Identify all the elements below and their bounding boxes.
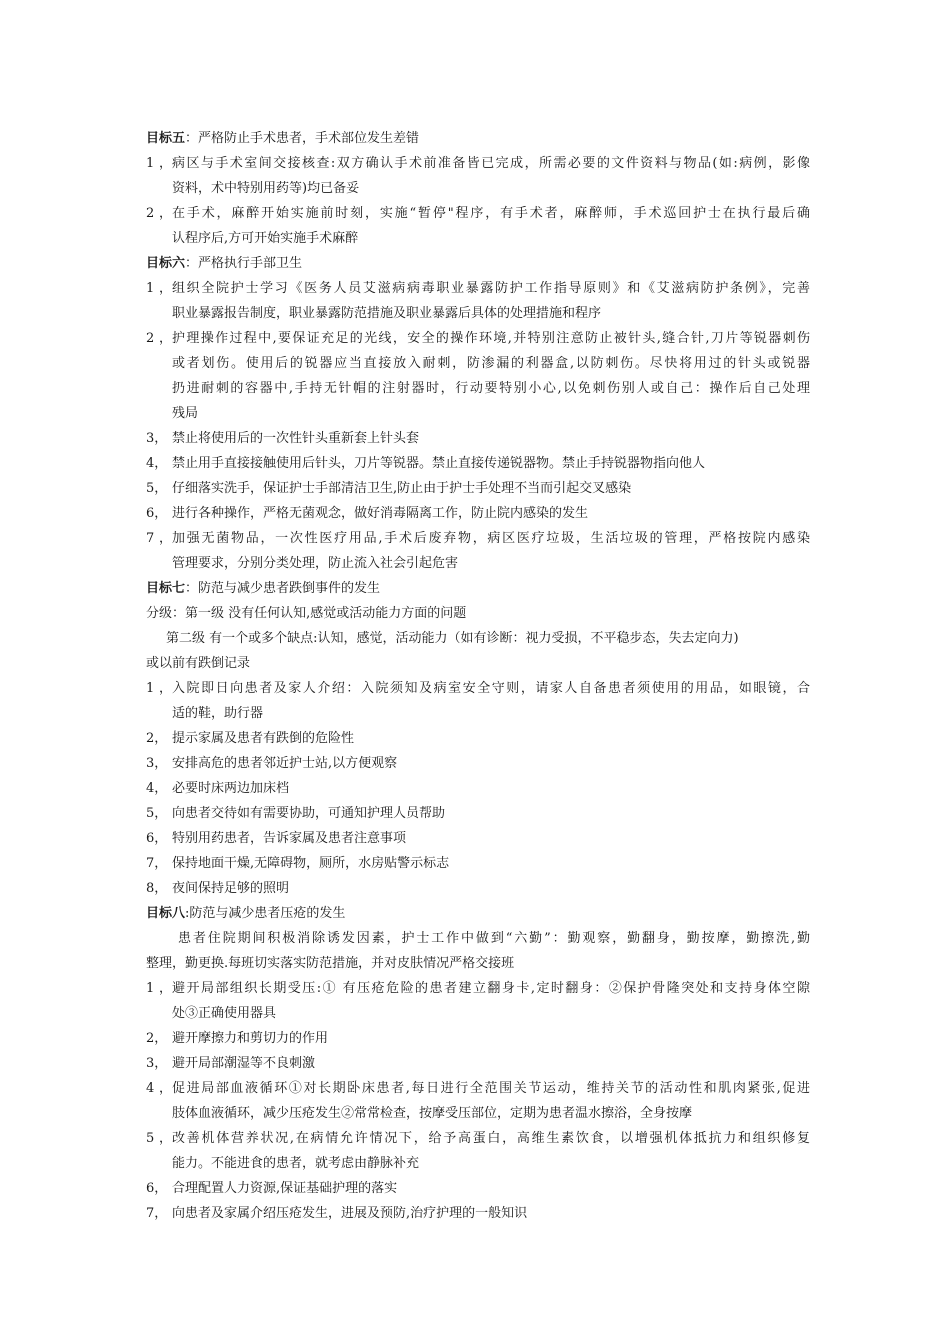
list-item (146, 451, 810, 476)
item-number: 5， (146, 481, 168, 496)
item-text: 组织全院护士学习《医务人员艾滋病病毒职业暴露防护工作指导原则》和《艾滋病防护条例》，完善 (172, 281, 810, 296)
item-number: 3， (146, 1056, 168, 1071)
intro-paragraph-line: 患者住院期间积极消除诱发因素，护士工作中做到“六勤”：勤观察，勤翻身，勤按摩，勤擦洗,勤 (178, 931, 810, 946)
item-text: 安排高危的患者邻近护士站,以方便观察 (172, 756, 398, 771)
item-text: 禁止用手直接接触使用后针头，刀片等锐器。禁止直接传递锐器物。禁止手持锐器物指向他人 (172, 456, 706, 471)
item-number: 6， (146, 831, 168, 846)
heading-text: ：严格执行手部卫生 (185, 256, 303, 271)
heading-label: 目标八 (146, 906, 186, 921)
list-item (146, 876, 810, 901)
item-text: 在手术，麻醉开始实施前时刻，实施“暂停"程序，有手术者，麻醉师，手术巡回护士在执行最后确 (172, 206, 810, 221)
item-text: 合理配置人力资源,保证基础护理的落实 (172, 1181, 398, 1196)
item-text: 促进局部血液循环①对长期卧床患者,每日进行全范围关节运动，维持关节的活动性和肌肉紧张,促进 (172, 1081, 810, 1096)
item-text: 仔细落实洗手，保证护士手部清洁卫生,防止由于护士手处理不当而引起交叉感染 (172, 481, 632, 496)
item-number: 1， (146, 681, 172, 696)
item-text: 病区与手术室间交接核查:双方确认手术前准备皆已完成，所需必要的文件资料与物品(如:病例，影像 (172, 156, 810, 171)
item-text: 提示家属及患者有跌倒的危险性 (172, 731, 355, 746)
list-item (146, 676, 810, 701)
list-item (146, 826, 810, 851)
heading-text: ：严格防止手术患者，手术部位发生差错 (185, 131, 420, 146)
item-text: 向患者交待如有需要协助，可通知护理人员帮助 (172, 806, 446, 821)
list-item (146, 751, 810, 776)
list-item-continuation: 管理要求，分别分类处理，防止流入社会引起危害 (172, 556, 459, 571)
list-item (146, 801, 810, 826)
heading-label: 目标七 (146, 581, 186, 596)
item-text: 必要时床两边加床档 (172, 781, 290, 796)
item-text: 向患者及家属介绍压疮发生，进展及预防,治疗护理的一般知识 (172, 1206, 528, 1221)
item-number: 7， (146, 856, 168, 871)
list-item (146, 1051, 810, 1076)
list-item-continuation: 适的鞋，助行器 (172, 706, 264, 721)
list-item (146, 976, 810, 1001)
item-number: 1， (146, 281, 172, 296)
item-number: 2， (146, 731, 168, 746)
item-text: 避开摩擦力和剪切力的作用 (172, 1031, 329, 1046)
item-number: 6， (146, 1181, 168, 1196)
list-item (146, 776, 810, 801)
heading-label: 目标六 (146, 256, 186, 271)
list-item (146, 1176, 810, 1201)
item-text: 改善机体营养状况,在病情允许情况下，给予高蛋白，高维生素饮食，以增强机体抵抗力和组织修复 (172, 1131, 810, 1146)
item-number: 3， (146, 756, 168, 771)
list-item-continuation: 能力。不能进食的患者，就考虑由静脉补充 (172, 1156, 420, 1171)
item-number: 3， (146, 431, 168, 446)
list-item (146, 151, 810, 176)
list-item-continuation: 处③正确使用器具 (172, 1006, 277, 1021)
item-number: 8， (146, 881, 168, 896)
item-number: 5， (146, 1131, 172, 1146)
list-item-continuation: 残局 (172, 406, 199, 421)
list-item (146, 726, 810, 751)
list-item (146, 1076, 810, 1101)
item-text: 避开局部潮湿等不良刺激 (172, 1056, 316, 1071)
list-item (146, 851, 810, 876)
list-item (146, 526, 810, 551)
item-number: 1， (146, 156, 172, 171)
intro-paragraph-line: 整理，勤更换.每班切实落实防范措施，并对皮肤情况严格交接班 (146, 956, 515, 971)
item-text: 避开局部组织长期受压:① 有压疮危险的患者建立翻身卡,定时翻身：②保护骨隆突处和支持身体空隙 (172, 981, 810, 996)
list-item (146, 426, 810, 451)
item-number: 2， (146, 331, 172, 346)
goal-5-list (146, 151, 810, 251)
list-item-continuation: 扔进耐刺的容器中,手持无针帽的注射器时，行动要特别小心,以免刺伤别人或自己：操作后自己处理 (172, 381, 810, 396)
grade-level-2: 第二级 有一个或多个缺点:认知，感觉，活动能力（如有诊断：视力受损，不平稳步态，失去定向力) (166, 631, 739, 646)
list-item (146, 276, 810, 301)
goal-7-list (146, 676, 810, 901)
list-item (146, 1026, 810, 1051)
list-item-continuation: 或者划伤。使用后的锐器应当直接放入耐刺，防渗漏的利器盒,以防刺伤。尽快将用过的针头或锐器 (172, 356, 810, 371)
item-text: 夜间保持足够的照明 (172, 881, 290, 896)
list-item-continuation: 认程序后,方可开始实施手术麻醉 (172, 231, 359, 246)
grade-level-2-continuation: 或以前有跌倒记录 (146, 656, 251, 671)
list-item-continuation: 资料，术中特别用药等)均已备妥 (172, 181, 360, 196)
list-item (146, 201, 810, 226)
item-number: 7， (146, 531, 172, 546)
item-number: 6， (146, 506, 168, 521)
item-text: 加强无菌物品，一次性医疗用品,手术后废弃物，病区医疗垃圾，生活垃圾的管理，严格按院内感染 (172, 531, 810, 546)
item-text: 禁止将使用后的一次性针头重新套上针头套 (172, 431, 420, 446)
item-number: 4， (146, 1081, 172, 1096)
item-number: 4， (146, 781, 168, 796)
list-item (146, 1201, 810, 1226)
item-number: 5， (146, 806, 168, 821)
document-page (146, 126, 810, 1226)
item-number: 1， (146, 981, 172, 996)
section-heading-goal-5 (146, 126, 810, 151)
list-item (146, 326, 810, 351)
item-text: 入院即日向患者及家人介绍：入院须知及病室安全守则，请家人自备患者须使用的用品，如眼镜，合 (172, 681, 810, 696)
item-number: 2， (146, 206, 172, 221)
grade-level-1: 分级：第一级 没有任何认知,感觉或活动能力方面的问题 (146, 606, 467, 621)
heading-text: ：防范与减少患者跌倒事件的发生 (185, 581, 381, 596)
item-text: 保持地面干燥,无障碍物，厕所，水房贴警示标志 (172, 856, 450, 871)
item-text: 特别用药患者，告诉家属及患者注意事项 (172, 831, 407, 846)
item-text: 进行各种操作，严格无菌观念，做好消毒隔离工作，防止院内感染的发生 (172, 506, 589, 521)
section-heading-goal-6 (146, 251, 810, 276)
item-number: 7， (146, 1206, 168, 1221)
list-item-continuation: 肢体血液循环，减少压疮发生②常常检查，按摩受压部位，定期为患者温水擦浴，全身按摩 (172, 1106, 693, 1121)
goal-8-list (146, 976, 810, 1226)
list-item (146, 501, 810, 526)
list-item (146, 1126, 810, 1151)
heading-text: :防范与减少患者压疮的发生 (185, 906, 346, 921)
item-number: 4， (146, 456, 168, 471)
heading-label: 目标五 (146, 131, 186, 146)
section-heading-goal-7 (146, 576, 810, 601)
list-item (146, 476, 810, 501)
section-heading-goal-8 (146, 901, 810, 926)
item-number: 2， (146, 1031, 168, 1046)
item-text: 护理操作过程中,要保证充足的光线，安全的操作环境,并特别注意防止被针头,缝合针,刀片等锐器刺伤 (172, 331, 810, 346)
list-item-continuation: 职业暴露报告制度，职业暴露防范措施及职业暴露后具体的处理措施和程序 (172, 306, 602, 321)
goal-6-list (146, 276, 810, 576)
